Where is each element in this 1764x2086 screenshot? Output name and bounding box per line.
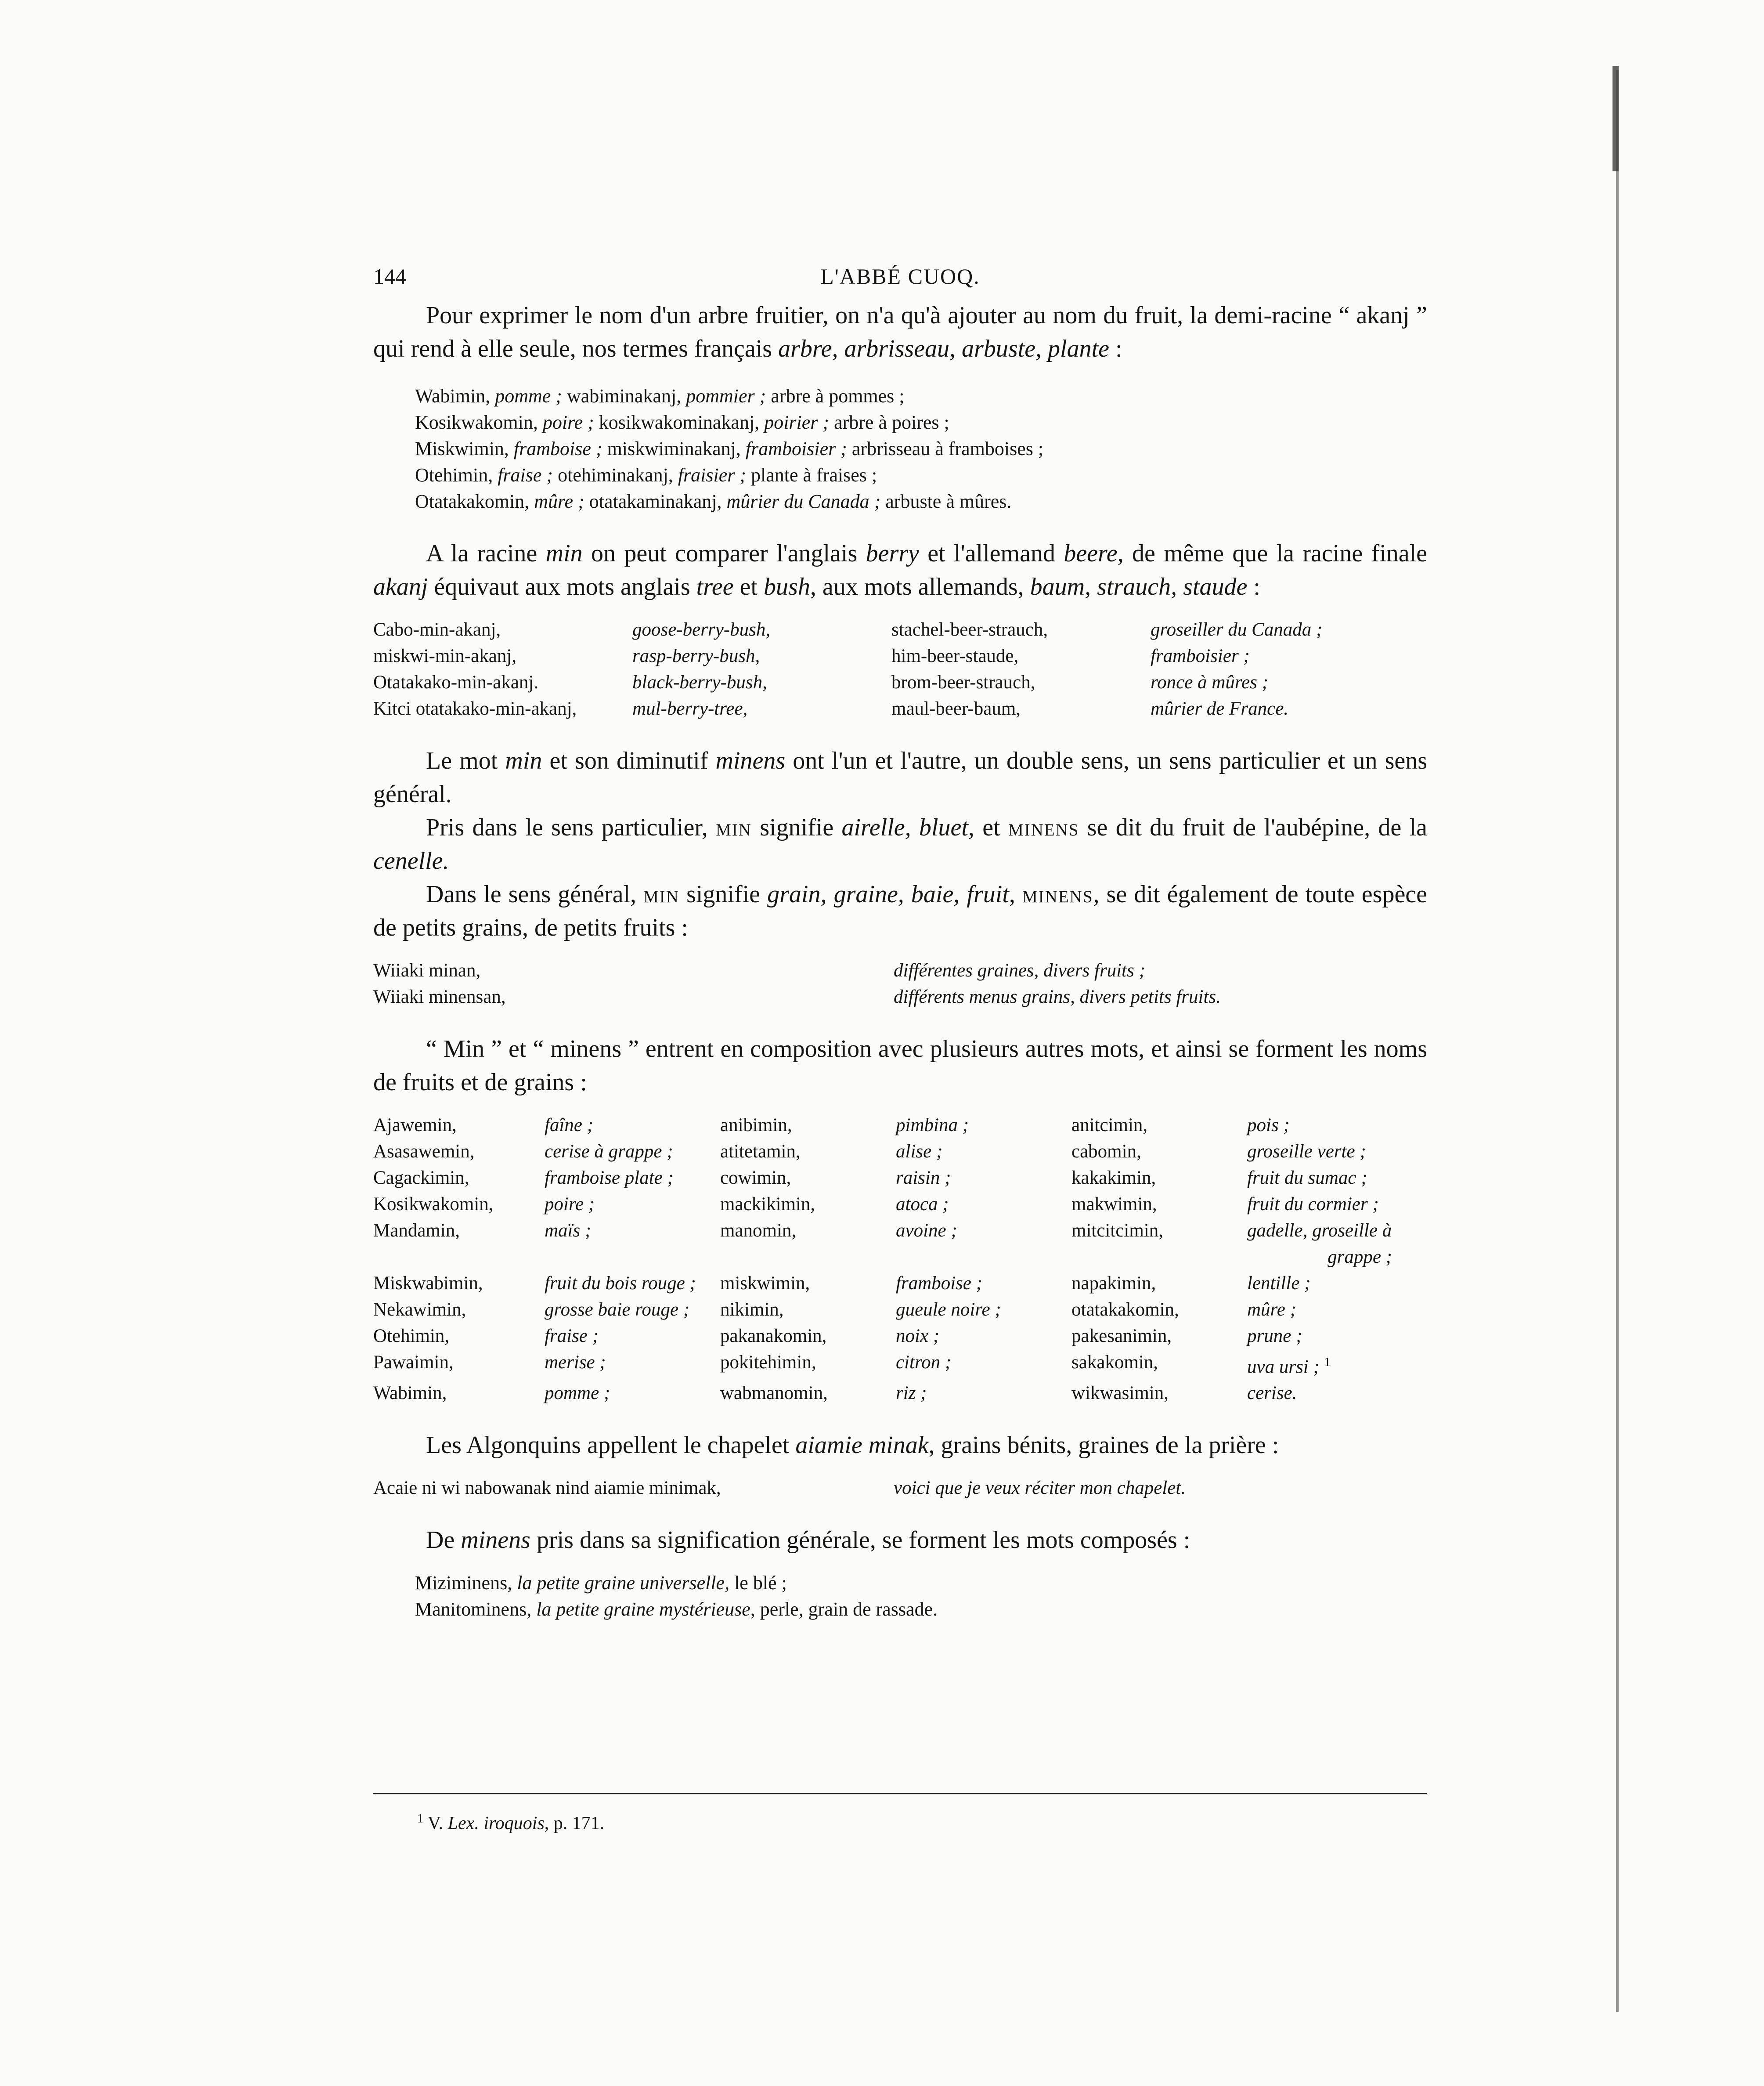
list-item: Miskwimin, framboise ; miskwiminakanj, framboisier ; arbrisseau à framboises ; (415, 438, 1044, 459)
footnote-separator (373, 1793, 1427, 1794)
paragraph-3: Le mot min et son diminutif minens ont l'un et l'autre, un double sens, un sens particulier et un sens général. (373, 747, 1428, 808)
running-title: L'ABBÉ CUOQ. (820, 264, 980, 289)
text: : (1109, 335, 1122, 362)
list-item: Kosikwakomin, poire ; kosikwakominakanj, poirier ; arbre à poires ; (415, 412, 949, 433)
list-item: Otehimin, fraise ; otehiminakanj, fraisier ; plante à fraises ; (415, 464, 877, 486)
table-cell: groseiller du Canada ; (1151, 619, 1323, 640)
list-item: Miziminens, la petite graine universelle, le blé ; (415, 1572, 787, 1594)
table-cell: framboisier ; (1151, 646, 1250, 666)
chapelet-table (373, 1475, 1427, 1501)
table-cell: miskwi-min-akanj, (373, 646, 517, 666)
table-cell: black-berry-bush, (632, 672, 767, 693)
page-number: 144 (373, 264, 406, 289)
berry-comparison-table (373, 617, 1427, 722)
table-cell: maul-beer-baum, (891, 698, 1021, 719)
paragraph-1 (373, 299, 1427, 365)
paragraph-2: A la racine min on peut comparer l'anglais berry et l'allemand beere, de même que la racine finale akanj équivaut aux mots anglais tree et bush, aux mots allemands, baum, strauch, staude : (373, 540, 1428, 600)
table-cell: différents menus grains, divers petits fruits. (894, 987, 1221, 1007)
table-cell: rasp-berry-bush, (632, 646, 760, 666)
page-content (373, 264, 1427, 1645)
list-item: Otatakakomin, mûre ; otatakaminakanj, mûrier du Canada ; arbuste à mûres. (415, 491, 1012, 512)
list-item: Wabimin, pomme ; wabiminakanj, pommier ; arbre à pommes ; (415, 385, 905, 407)
paragraph-6: “ Min ” et “ minens ” entrent en composition avec plusieurs autres mots, et ainsi se forment les noms de fruits et de grains : (373, 1035, 1427, 1096)
table-cell: mûrier de France. (1151, 698, 1289, 719)
footnote: $^1$ V. Lex. iroquois, p. 171. (417, 1812, 605, 1833)
fruit-tree-list (373, 383, 1427, 515)
table-cell: goose-berry-bush, (632, 619, 771, 640)
table-cell: Wiiaki minan, (373, 960, 481, 981)
table-cell: voici que je veux réciter mon chapelet. (894, 1478, 1186, 1499)
page-header (373, 264, 1427, 299)
table-cell: Kitci otatakako-min-akanj, (373, 698, 577, 719)
paragraph-8: De minens pris dans sa signification générale, se forment les mots composés : (426, 1526, 1190, 1554)
table-cell: Cabo-min-akanj, (373, 619, 501, 640)
text: Pour exprimer le nom d'un arbre fruitier, on n'a qu'à ajouter au nom du fruit, la demi-racine “ akanj ” qui rend à elle seule, nos termes français (373, 302, 1427, 362)
table-cell: mul-berry-tree, (632, 698, 748, 719)
table-cell: brom-beer-strauch, (891, 672, 1035, 693)
list-item: Manitominens, la petite graine mystérieuse, perle, grain de rassade. (415, 1598, 938, 1620)
table-cell: Wiiaki minensan, (373, 987, 506, 1007)
paragraph-7: Les Algonquins appellent le chapelet aiamie minak, grains bénits, graines de la prière : (426, 1432, 1279, 1459)
table-cell: Acaie ni wi nabowanak nind aiamie minimak, (373, 1478, 721, 1499)
footnote-ref: 1 (1324, 1356, 1331, 1369)
paragraph-5: Dans le sens général, min signifie grain, graine, baie, fruit, minens, se dit également de toute espèce de petits grains, de petits fruits : (373, 881, 1428, 941)
table-cell: stachel-beer-strauch, (891, 619, 1048, 640)
grains-table (373, 958, 1427, 1010)
compound-words-list (373, 1570, 1427, 1623)
table-cell: him-beer-staude, (891, 646, 1019, 666)
italic-text: arbre, arbrisseau, arbuste, plante (778, 335, 1110, 362)
table-cell: ronce à mûres ; (1151, 672, 1268, 693)
paragraph-4: Pris dans le sens particulier, min signifie airelle, bluet, et minens se dit du fruit de l'aubépine, de la cenelle. (373, 814, 1428, 875)
table-cell: Otatakako-min-akanj. (373, 672, 539, 693)
table-cell: différentes graines, divers fruits ; (894, 960, 1145, 981)
fruit-names-table: Ajawemin, faîne ; anibimin, pimbina ; anitcimin, pois ; Asasawemin, cerise à grappe ; atitetamin, alise ; cabomin, groseille verte ; Cagackimin, framboise plate ; cowimin, raisin ; kakakimin, fruit du sumac ; Kosikwakomin, poire ; mackikimin, atoca ; makwimin, fruit du cormier ; Mandamin, maïs ; manomin, avoine ; mitcitcimin, gadelle, groseille à grappe ; Miskwabimin, fruit du bois rouge ; miskwimin, framboise ; napakimin, lentille ; Nekawimin, grosse baie rouge ; nikimin, gueule noire ; otatakakomin, mûre ; Otehimin, fraise ; pakanakomin, noix ; pakesanimin, prune ; Pawaimin, merise ; pokitehimin, citron ; sakakomin, uva ursi ; $^1$ Wabimin, pomme ; wabmanomin, riz ; wikwasimin, cerise. (373, 1115, 1392, 1404)
margin-scan-line (1616, 70, 1619, 2012)
